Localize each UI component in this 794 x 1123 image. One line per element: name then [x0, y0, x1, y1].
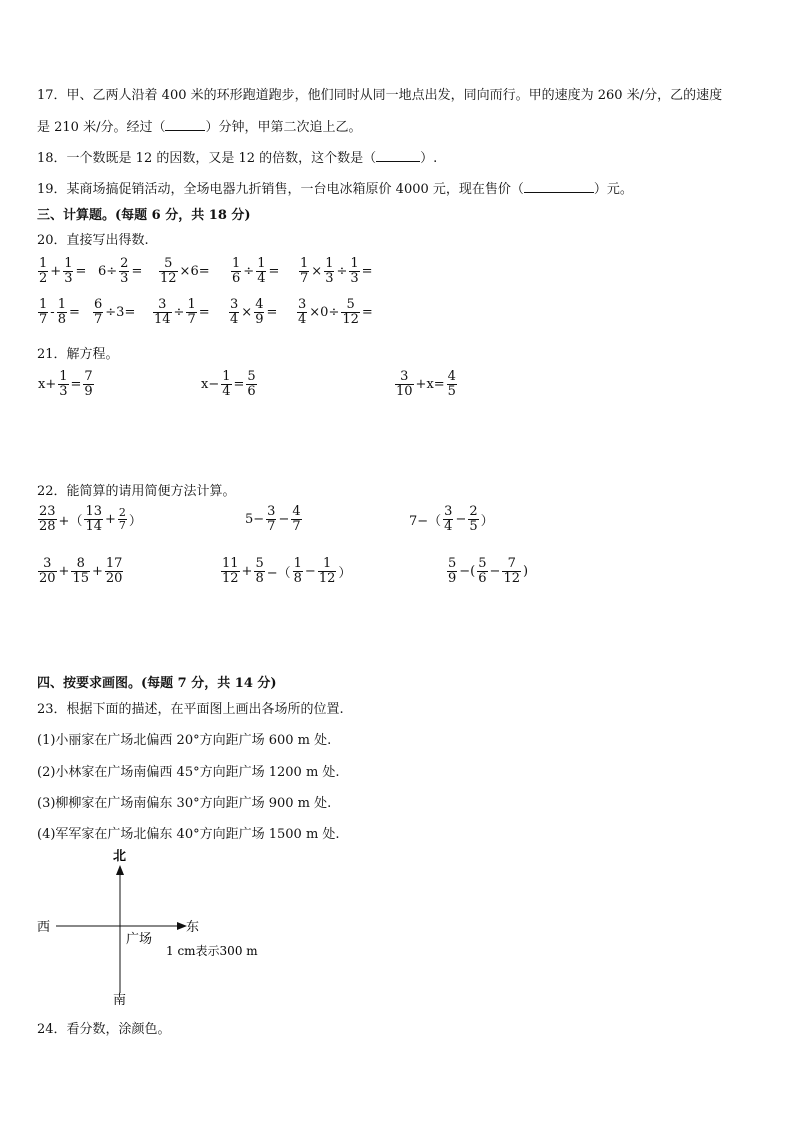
question-24-title: 24．看分数，涂颜色。	[37, 1022, 171, 1037]
operator: ×	[241, 304, 253, 320]
operator: 7−（	[409, 513, 442, 529]
fraction	[318, 557, 337, 585]
fraction	[38, 257, 48, 285]
operator: +	[58, 563, 70, 579]
fraction	[93, 298, 103, 326]
fraction	[349, 257, 359, 285]
west-label: 西	[37, 920, 51, 935]
denominator: 2	[39, 270, 48, 286]
numerator: 4	[447, 369, 456, 384]
fraction	[246, 370, 256, 398]
fraction	[293, 557, 303, 585]
q20-expression-1	[37, 257, 87, 285]
operator: +	[105, 511, 116, 527]
q20-expression-8	[152, 298, 211, 326]
denominator: 3	[350, 270, 359, 286]
fraction	[83, 370, 93, 398]
numerator: 5	[247, 369, 256, 384]
denominator: 4	[298, 311, 307, 327]
fraction	[38, 298, 48, 326]
operator: x−	[201, 376, 220, 392]
q22-calc-4	[37, 557, 124, 585]
q20-expression-6	[37, 298, 81, 326]
q18-text-a: 18．一个数既是 12 的因数，又是 12 的倍数，这个数是（	[37, 151, 377, 166]
numerator: 3	[43, 556, 52, 571]
numerator: 1	[39, 297, 48, 312]
fraction	[447, 557, 457, 585]
operator: +	[50, 263, 62, 279]
fraction	[58, 370, 68, 398]
denominator: 9	[255, 311, 264, 327]
fraction	[299, 257, 309, 285]
numerator: 1	[64, 256, 73, 271]
operator: 5−	[245, 511, 265, 527]
operator: ）	[128, 513, 142, 529]
operator: =	[75, 263, 87, 279]
fraction	[186, 298, 196, 326]
denominator: 4	[257, 270, 266, 286]
question-17-line1: 17．甲、乙两人沿着 400 米的环形跑道跑步，他们同时从同一地点出发，同向而行。甲的速度为 260 米/分，乙的速度	[37, 88, 723, 103]
q17-text-b: ）分钟，甲第二次追上乙。	[205, 120, 362, 135]
operator: =	[361, 304, 373, 320]
operator: ÷	[173, 304, 185, 320]
numerator: 5	[478, 556, 487, 571]
operator: +	[92, 563, 103, 579]
denominator: 3	[120, 270, 129, 286]
numerator: 8	[76, 556, 85, 571]
operator: =	[131, 263, 143, 279]
question-23-title: 23．根据下面的描述，在平面图上画出各场所的位置.	[37, 702, 344, 717]
denominator: 4	[230, 311, 239, 327]
denominator: 12	[503, 570, 520, 586]
question-19	[37, 178, 633, 197]
operator: ÷	[243, 263, 255, 279]
question-18	[37, 147, 437, 166]
operator: +	[241, 563, 253, 579]
q21-equation-3	[394, 370, 458, 398]
operator: +（	[58, 513, 83, 529]
numerator: 1	[59, 369, 68, 384]
q23-item-1: (1)小丽家在广场北偏西 20°方向距广场 600 m 处.	[37, 733, 332, 748]
east-label: 东	[186, 920, 200, 935]
fraction	[221, 557, 240, 585]
numerator: 1	[325, 256, 334, 271]
operator: x+	[38, 376, 57, 392]
denominator: 15	[72, 570, 89, 586]
denominator: 8	[255, 570, 264, 586]
operator: =	[266, 304, 278, 320]
q22-calc-5	[220, 557, 352, 585]
operator: ÷	[336, 263, 348, 279]
q19-text-b: ）元。	[593, 182, 633, 197]
denominator: 20	[39, 570, 56, 586]
operator: −	[278, 511, 290, 527]
numerator: 2	[118, 506, 126, 520]
numerator: 1	[57, 297, 66, 312]
fraction	[291, 505, 301, 533]
fraction	[119, 257, 129, 285]
numerator: 1	[300, 256, 309, 271]
denominator: 3	[325, 270, 334, 286]
fraction	[256, 257, 266, 285]
q20-expression-2	[97, 257, 143, 285]
denominator: 7	[94, 311, 103, 327]
fraction	[254, 557, 264, 585]
q23-item-2: (2)小林家在广场南偏西 45°方向距广场 1200 m 处.	[37, 765, 340, 780]
operator: -	[50, 304, 55, 320]
operator: ÷3=	[105, 304, 136, 320]
q20-expression-4	[230, 257, 280, 285]
numerator: 6	[94, 297, 103, 312]
numerator: 5	[346, 297, 355, 312]
q23-item-4: (4)军军家在广场北偏东 40°方向距广场 1500 m 处.	[37, 827, 340, 842]
question-21-title: 21．解方程。	[37, 347, 119, 362]
numerator: 3	[267, 504, 276, 519]
numerator: 3	[298, 297, 307, 312]
q20-expression-9	[228, 298, 278, 326]
q21-equation-2	[200, 370, 258, 398]
q20-expression-3	[158, 257, 211, 285]
operator: ）	[338, 565, 352, 581]
fraction	[297, 298, 307, 326]
q22-calc-1	[37, 505, 143, 533]
fraction	[38, 505, 57, 533]
operator: ×6=	[179, 263, 210, 279]
fraction	[84, 505, 103, 533]
operator: −	[455, 511, 467, 527]
denominator: 7	[118, 518, 126, 532]
answer-blank[interactable]	[524, 192, 594, 193]
answer-blank[interactable]	[376, 161, 420, 162]
q20-expression-10	[296, 298, 374, 326]
numerator: 1	[293, 556, 302, 571]
fraction	[254, 298, 264, 326]
question-22-title: 22．能简算的请用简便方法计算。	[37, 484, 236, 499]
numerator: 23	[39, 504, 56, 519]
denominator: 12	[342, 311, 359, 327]
q22-calc-3	[408, 505, 495, 533]
denominator: 7	[292, 518, 301, 534]
denominator: 5	[447, 383, 456, 399]
denominator: 20	[105, 570, 123, 586]
operator: 6÷	[98, 263, 118, 279]
numerator: 1	[187, 297, 196, 312]
denominator: 6	[232, 270, 241, 286]
operator: =	[70, 376, 82, 392]
numerator: 11	[222, 556, 239, 571]
denominator: 28	[39, 518, 56, 534]
fraction	[221, 370, 231, 398]
numerator: 3	[444, 504, 453, 519]
answer-blank[interactable]	[165, 130, 205, 131]
q23-item-3: (3)柳柳家在广场南偏东 30°方向距广场 900 m 处.	[37, 796, 332, 811]
fraction	[153, 298, 172, 326]
numerator: 7	[84, 369, 93, 384]
q19-text-a: 19．某商场搞促销活动，全场电器九折销售，一台电冰箱原价 4000 元，现在售价（	[37, 182, 524, 197]
operator: ）	[480, 513, 494, 529]
denominator: 6	[478, 570, 487, 586]
denominator: 12	[318, 570, 336, 586]
q22-calc-6	[446, 557, 529, 585]
numerator: 3	[400, 369, 409, 384]
numerator: 13	[85, 504, 102, 519]
denominator: 8	[293, 570, 302, 586]
denominator: 3	[64, 270, 73, 286]
operator: =	[233, 376, 245, 392]
numerator: 4	[255, 297, 264, 312]
north-label: 北	[113, 849, 127, 864]
fraction	[118, 507, 127, 531]
denominator: 7	[300, 270, 309, 286]
q20-expression-7	[92, 298, 136, 326]
center-label: 广场	[126, 932, 153, 947]
numerator: 5	[164, 256, 173, 271]
denominator: 7	[267, 518, 276, 534]
operator: ×	[311, 263, 323, 279]
fraction	[341, 298, 360, 326]
fraction	[477, 557, 487, 585]
question-17-line2	[37, 116, 361, 135]
operator: )	[522, 563, 529, 579]
numerator: 1	[39, 256, 48, 271]
fraction	[231, 257, 241, 285]
operator: −	[489, 563, 501, 579]
fraction	[159, 257, 178, 285]
denominator: 14	[154, 311, 171, 327]
denominator: 12	[222, 570, 239, 586]
section-4-heading: 四、按要求画图。(每题 7 分，共 14 分)	[37, 676, 277, 691]
denominator: 4	[444, 518, 453, 534]
denominator: 12	[160, 270, 177, 286]
operator: −（	[266, 565, 291, 581]
q21-equation-1	[37, 370, 95, 398]
q18-text-b: ）.	[420, 151, 438, 166]
fraction	[229, 298, 239, 326]
fraction	[502, 557, 521, 585]
fraction	[57, 298, 67, 326]
fraction	[468, 505, 478, 533]
numerator: 7	[507, 556, 516, 571]
fraction	[443, 505, 453, 533]
fraction	[447, 370, 457, 398]
numerator: 3	[230, 297, 239, 312]
denominator: 14	[85, 518, 102, 534]
operator: =	[198, 304, 210, 320]
numerator: 1	[350, 256, 359, 271]
south-label: 南	[113, 993, 127, 1008]
denominator: 9	[448, 570, 457, 586]
denominator: 7	[39, 311, 48, 327]
numerator: 4	[292, 504, 301, 519]
fraction	[71, 557, 90, 585]
operator: ×0÷	[309, 304, 340, 320]
numerator: 2	[120, 256, 129, 271]
denominator: 4	[222, 383, 231, 399]
numerator: 1	[322, 556, 332, 571]
fraction	[266, 505, 276, 533]
operator: +x=	[415, 376, 445, 392]
fraction	[324, 257, 334, 285]
denominator: 6	[247, 383, 256, 399]
q17-text-a: 是 210 米/分。经过（	[37, 120, 166, 135]
numerator: 1	[222, 369, 231, 384]
numerator: 5	[255, 556, 264, 571]
denominator: 7	[187, 311, 196, 327]
operator: =	[361, 263, 373, 279]
numerator: 3	[158, 297, 167, 312]
q20-expression-5	[298, 257, 374, 285]
operator: =	[68, 304, 80, 320]
fraction	[63, 257, 73, 285]
fraction	[105, 557, 124, 585]
numerator: 1	[232, 256, 241, 271]
numerator: 17	[105, 556, 123, 571]
operator: −	[304, 563, 316, 579]
numerator: 5	[448, 556, 457, 571]
operator: −(	[459, 563, 476, 579]
denominator: 9	[84, 383, 93, 399]
q22-calc-2	[244, 505, 303, 533]
denominator: 8	[57, 311, 66, 327]
operator: =	[268, 263, 280, 279]
scale-label: 1 cm表示300 m	[166, 944, 258, 958]
section-3-heading: 三、计算题。(每题 6 分，共 18 分)	[37, 208, 251, 223]
denominator: 10	[396, 383, 413, 399]
numerator: 1	[257, 256, 266, 271]
denominator: 5	[469, 518, 478, 534]
denominator: 3	[59, 383, 68, 399]
numerator: 2	[469, 504, 478, 519]
question-20-title: 20．直接写出得数.	[37, 233, 149, 248]
fraction	[395, 370, 414, 398]
fraction	[38, 557, 57, 585]
